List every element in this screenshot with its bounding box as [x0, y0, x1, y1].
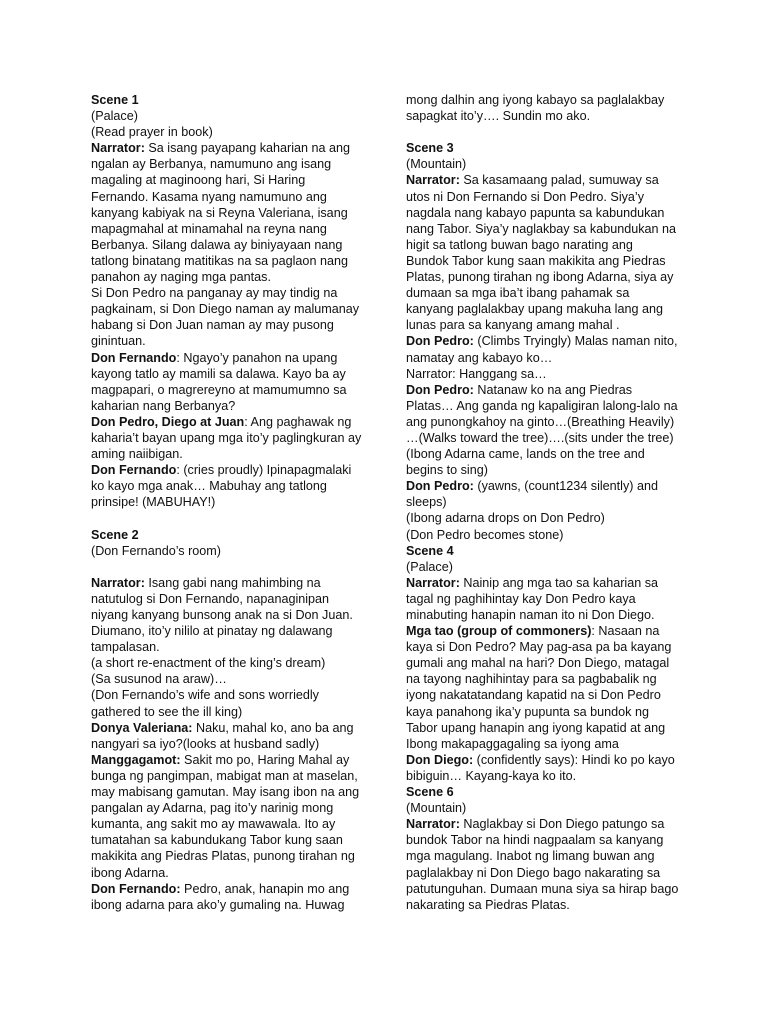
text-line — [91, 784, 391, 800]
text-line — [91, 768, 391, 784]
text-line — [91, 800, 391, 816]
text-line — [406, 575, 706, 591]
line-text: : Ang paghawak ng — [244, 414, 352, 429]
line-text: Narrator: Hanggang sa… — [406, 366, 547, 381]
line-text: utos ni Don Fernando si Don Pedro. Siya’y — [406, 189, 645, 204]
speaker-label: Don Pedro, Diego at Juan — [91, 414, 245, 429]
line-text: Isang gabi nang mahimbing na — [144, 575, 321, 590]
text-line — [91, 92, 391, 108]
line-text: bibiguin… Kayang-kaya ko ito. — [406, 768, 577, 783]
line-text: Sa isang payapang kaharian na ang — [144, 141, 351, 156]
text-line — [406, 494, 706, 510]
line-text: kanyang kabiyak na si Reyna Valeriana, isang — [91, 205, 348, 220]
line-text: kaharia’t bayan upang mga ito’y paglingkuran ay — [91, 430, 362, 445]
text-line — [406, 881, 706, 897]
text-line — [406, 446, 706, 462]
text-line — [406, 720, 706, 736]
line-text: lunas para sa kanyang amang mahal . — [406, 318, 620, 333]
line-text: (Sa susunod na araw)… — [91, 672, 227, 687]
text-line — [406, 897, 706, 913]
text-line — [91, 205, 391, 221]
line-text: Si Don Pedro na panganay ay may tindig na — [91, 286, 338, 301]
speaker-label: Don Pedro: — [406, 334, 474, 349]
right-column — [406, 92, 706, 913]
text-line — [91, 575, 391, 591]
text-line — [406, 704, 706, 720]
text-line — [406, 317, 706, 333]
line-text: Fernando. Kasama nyang namumuno ang — [91, 189, 327, 204]
text-line — [406, 333, 706, 349]
text-line — [406, 865, 706, 881]
text-line — [91, 881, 391, 897]
text-line — [406, 559, 706, 575]
line-text: : Ngayo’y panahon na upang — [176, 350, 338, 365]
text-line — [91, 382, 391, 398]
line-text: (Don Fernando’s room) — [91, 543, 221, 558]
line-text: Naglakbay si Don Diego patungo sa — [459, 817, 665, 832]
text-line — [91, 639, 391, 655]
text-line — [91, 623, 391, 639]
text-line — [406, 189, 706, 205]
text-line — [406, 253, 706, 269]
line-text: sleeps) — [406, 495, 447, 510]
line-text: habang si Don Juan naman ay may pusong — [91, 318, 334, 333]
line-text: (Mountain) — [406, 801, 467, 816]
line-text: kaharian nang Berbanya? — [91, 398, 236, 413]
line-text: (Palace) — [91, 109, 138, 124]
speaker-label: Scene 1 — [91, 93, 139, 107]
line-text: nang Tabor. Siya’y naglakbay sa kabundukan na — [406, 221, 677, 236]
line-text: (yawns, (count1234 silently) and — [473, 479, 658, 494]
speaker-label: Mga tao (group of commoners) — [406, 624, 592, 639]
line-text: magaling at maginoong hari, Si Haring — [91, 173, 306, 188]
text-line — [91, 494, 391, 510]
text-line — [91, 527, 391, 543]
text-line — [91, 607, 391, 623]
text-line — [91, 366, 391, 382]
line-text: tagal ng paghihintay kay Don Pedro kaya — [406, 591, 636, 606]
text-line — [91, 655, 391, 671]
text-line — [91, 430, 391, 446]
text-line — [406, 285, 706, 301]
text-line — [406, 382, 706, 398]
line-text: (a short re-enactment of the king’s dream) — [91, 656, 326, 671]
line-text: (Climbs Tryingly) Malas naman nito, — [473, 334, 678, 349]
line-text: kaya panahong ika’y pupunta sa bundok ng — [406, 704, 649, 719]
text-line — [406, 800, 706, 816]
speaker-label: Scene 6 — [406, 785, 454, 800]
text-line — [406, 591, 706, 607]
line-text: makikita ang Piedras Platas, punong tirahan ng — [91, 849, 355, 864]
line-text: Sakit mo po, Haring Mahal ay — [180, 752, 350, 767]
text-line — [406, 671, 706, 687]
speaker-label: Narrator: — [91, 575, 145, 590]
text-line — [91, 189, 391, 205]
text-line — [91, 108, 391, 124]
line-text: minabuting hanapin naman ito ni Don Diego. — [406, 608, 655, 622]
text-line — [91, 333, 391, 349]
blank-line — [91, 559, 391, 575]
text-line — [406, 607, 706, 623]
line-text: nakarating sa Piedras Platas. — [406, 897, 570, 912]
line-text: (Don Fernando’s wife and sons worriedly — [91, 688, 319, 703]
line-text: mga magulang. Inabot ng limang buwan ang — [406, 849, 655, 864]
line-text: mong dalhin ang iyong kabayo sa paglalakbay — [406, 93, 665, 107]
speaker-label: Narrator: — [406, 575, 460, 590]
speaker-label: Don Pedro: — [406, 382, 474, 397]
text-line — [91, 221, 391, 237]
text-line — [91, 317, 391, 333]
left-column — [91, 92, 391, 913]
text-line — [406, 687, 706, 703]
text-line — [406, 816, 706, 832]
line-text: ko kayo mga anak… Mabuhay ang tatlong — [91, 479, 327, 494]
speaker-label: Don Diego: — [406, 752, 474, 767]
line-text: (Palace) — [406, 559, 453, 574]
speaker-label: Scene 2 — [91, 527, 139, 542]
line-text: : Nasaan na — [591, 624, 660, 639]
line-text: (Mountain) — [406, 157, 467, 172]
text-line — [91, 832, 391, 848]
text-line — [406, 543, 706, 559]
speaker-label: Don Fernando — [91, 463, 177, 478]
line-text: tatlong binatang matitikas na sa paglaon nang — [91, 253, 348, 268]
line-text: dumaan sa mga iba’t ibang pahamak sa — [406, 286, 630, 301]
line-text: Natanaw ko na ang Piedras — [473, 382, 633, 397]
text-line — [406, 221, 706, 237]
line-text: kaya si Don Pedro? May pag-asa pa ba kayang — [406, 640, 672, 655]
text-line — [91, 591, 391, 607]
text-line — [406, 527, 706, 543]
line-text: panahon ay naging mga pantas. — [91, 270, 271, 285]
line-text: kayong tatlo ay mamili sa dalawa. Kayo ba ay — [91, 366, 346, 381]
line-text: Diumano, ito’y nililo at pinatay ng dalawang — [91, 624, 333, 639]
line-text: namatay ang kabayo ko… — [406, 350, 553, 365]
line-text: natutulog si Don Fernando, napanaginipan — [91, 591, 330, 606]
line-text: mapagmahal at minamahal na reyna nang — [91, 221, 327, 236]
text-line — [406, 736, 706, 752]
text-line — [91, 865, 391, 881]
speaker-label: Scene 3 — [406, 141, 454, 156]
text-line — [406, 848, 706, 864]
line-text: Sa kasamaang palad, sumuway sa — [459, 173, 659, 188]
text-line — [406, 430, 706, 446]
text-line — [91, 446, 391, 462]
line-text: Nainip ang mga tao sa kaharian sa — [459, 575, 659, 590]
text-line — [91, 816, 391, 832]
text-line — [91, 543, 391, 559]
blank-line — [406, 124, 706, 140]
line-text: na tayong naghihintay para sa pagbabalik ng — [406, 672, 657, 687]
text-line — [406, 301, 706, 317]
text-line — [91, 414, 391, 430]
blank-line — [91, 510, 391, 526]
text-line — [406, 462, 706, 478]
text-line — [91, 253, 391, 269]
text-line — [406, 784, 706, 800]
line-text: (Read prayer in book) — [91, 125, 213, 140]
line-text: gumali ang mahal na hari? Don Diego, matagal — [406, 656, 670, 671]
text-line — [91, 140, 391, 156]
line-text: ibong adarna para ako’y gumaling na. Huwag — [91, 897, 345, 912]
speaker-label: Don Fernando — [91, 350, 177, 365]
line-text: nagdala nang kabayo papunta sa kabundukan — [406, 205, 665, 220]
speaker-label: Donya Valeriana: — [91, 720, 193, 735]
line-text: Pedro, anak, hanapin mo ang — [180, 881, 350, 896]
line-text: kanyang paglalakbay upang makuha lang ang — [406, 302, 663, 317]
line-text: ginintuan. — [91, 334, 146, 349]
text-line — [91, 671, 391, 687]
text-line — [406, 366, 706, 382]
line-text: (Ibong Adarna came, lands on the tree and — [406, 447, 645, 462]
line-text: (Don Pedro becomes stone) — [406, 527, 564, 542]
line-text: ang punongkahoy na ginto…(Breathing Heavily) — [406, 414, 675, 429]
text-line — [91, 285, 391, 301]
text-line — [91, 752, 391, 768]
line-text: kumanta, ang sakit mo ay mawawala. Ito ay — [91, 817, 336, 832]
line-text: higit sa tatlong buwan bago narating ang — [406, 237, 633, 252]
line-text: begins to sing) — [406, 463, 488, 478]
line-text: Tabor upang hanapin ang iyong kapatid at ang — [406, 720, 666, 735]
text-line — [406, 140, 706, 156]
text-line — [91, 478, 391, 494]
text-line — [406, 510, 706, 526]
line-text: bundok Tabor na hindi nagpaalam sa kanyang — [406, 833, 664, 848]
text-line — [406, 108, 706, 124]
line-text: tumatahan sa kabundukang Tabor kung saan — [91, 833, 343, 848]
line-text: nangyari sa iyo?(looks at husband sadly) — [91, 736, 320, 751]
text-line — [91, 301, 391, 317]
line-text: magpapari, o magrereyno at mamumumno sa — [91, 382, 347, 397]
speaker-label: Narrator: — [91, 141, 145, 156]
text-line — [406, 414, 706, 430]
text-line — [406, 639, 706, 655]
text-line — [91, 350, 391, 366]
text-line — [91, 897, 391, 913]
text-line — [406, 172, 706, 188]
text-line — [91, 704, 391, 720]
line-text: patutunguhan. Dumaan muna siya sa hirap bago — [406, 881, 679, 896]
text-line — [406, 655, 706, 671]
text-line — [406, 768, 706, 784]
text-line — [406, 623, 706, 639]
speaker-label: Narrator: — [406, 173, 460, 188]
line-text: …(Walks toward the tree)….(sits under the tree) — [406, 430, 674, 445]
line-text: ibong Adarna. — [91, 865, 169, 880]
line-text: bunga ng pangimpan, mabigat man at maselan, — [91, 768, 358, 783]
line-text: niyang kanyang bunsong anak na si Don Juan. — [91, 608, 353, 622]
speaker-label: Don Fernando: — [91, 881, 181, 896]
line-text: Bundok Tabor kung saan makikita ang Piedras — [406, 253, 666, 268]
text-line — [91, 462, 391, 478]
line-text: prinsipe! (MABUHAY!) — [91, 495, 216, 510]
text-line — [91, 736, 391, 752]
text-line — [406, 398, 706, 414]
line-text: (confidently says): Hindi ko po kayo — [473, 752, 675, 767]
text-line — [406, 92, 706, 108]
text-line — [406, 478, 706, 494]
text-line — [91, 237, 391, 253]
speaker-label: Don Pedro: — [406, 479, 474, 494]
text-line — [406, 350, 706, 366]
line-text: may mabisang gamutan. May isang ibon na ang — [91, 785, 360, 800]
text-line — [406, 156, 706, 172]
line-text: paglalakbay ni Don Diego bago nakarating sa — [406, 865, 661, 880]
line-text: pagkainam, si Don Diego naman ay malumanay — [91, 302, 360, 317]
text-line — [91, 269, 391, 285]
line-text: iyong nakatatandang kapatid na si Don Pedro — [406, 688, 661, 703]
text-line — [406, 752, 706, 768]
line-text: sapagkat ito’y…. Sundin mo ako. — [406, 109, 591, 124]
text-line — [406, 832, 706, 848]
line-text: Naku, mahal ko, ano ba ang — [192, 720, 354, 735]
line-text: gathered to see the ill king) — [91, 704, 243, 719]
line-text: Platas, punong tirahan ng ibong Adarna, siya ay — [406, 270, 674, 285]
text-line — [91, 124, 391, 140]
line-text: (Ibong adarna drops on Don Pedro) — [406, 511, 605, 526]
text-line — [91, 720, 391, 736]
line-text: : (cries proudly) Ipinapagmalaki — [176, 463, 352, 478]
text-line — [406, 269, 706, 285]
line-text: tampalasan. — [91, 640, 160, 655]
line-text: Berbanya. Silang dalawa ay biniyayaan nang — [91, 237, 343, 252]
line-text: aming naiibigan. — [91, 447, 183, 462]
line-text: Ibong makapaggagaling sa iyong ama — [406, 736, 619, 751]
line-text: Platas… Ang ganda ng kapaligiran lalong-lalo na — [406, 398, 678, 413]
speaker-label: Manggagamot: — [91, 752, 181, 767]
text-line — [91, 156, 391, 172]
text-line — [91, 398, 391, 414]
text-line — [91, 172, 391, 188]
line-text: pangalan ay Adarna, pag ito’y narinig mong — [91, 801, 334, 816]
speaker-label: Scene 4 — [406, 543, 454, 558]
text-line — [91, 848, 391, 864]
line-text: ngalan ay Berbanya, namumuno ang isang — [91, 157, 332, 172]
text-line — [91, 687, 391, 703]
text-line — [406, 237, 706, 253]
text-line — [406, 205, 706, 221]
speaker-label: Narrator: — [406, 817, 460, 832]
